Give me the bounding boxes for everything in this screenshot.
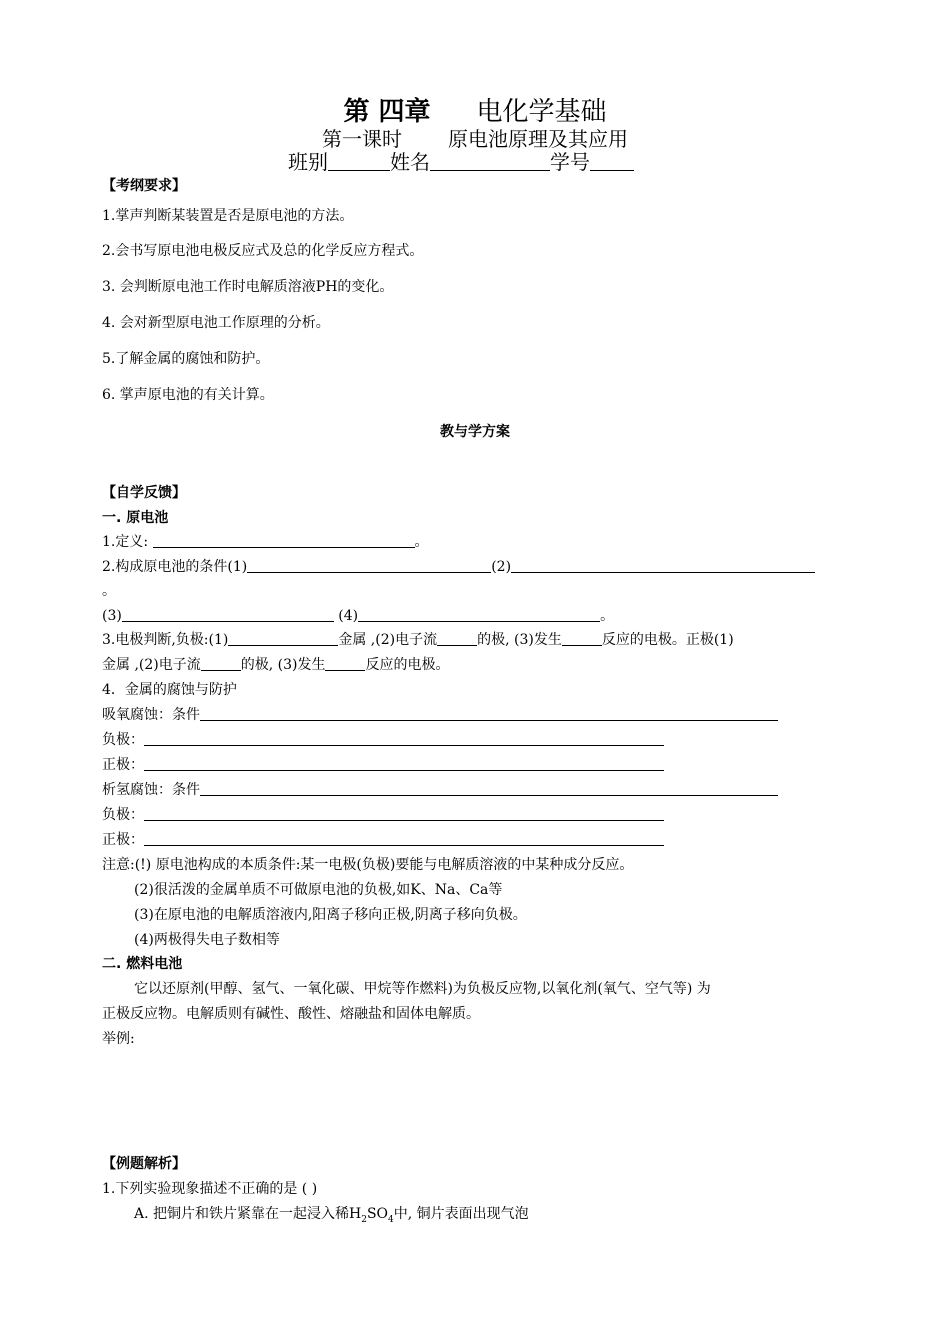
note-3: (3)在原电池的电解质溶液内,阳离子移向正极,阴离子移向负极。: [134, 907, 527, 923]
hydrogen-neg-blank[interactable]: [144, 806, 664, 821]
conditions-end-2: 。: [600, 608, 615, 624]
electrode-judge-line-2: [102, 654, 449, 674]
oxygen-neg-line: [102, 729, 664, 749]
definition-end: 。: [414, 534, 429, 550]
subscript-4: 4: [388, 1214, 394, 1225]
name-blank[interactable]: [430, 156, 550, 171]
syllabus-item-1: 1.掌声判断某装置是否是原电池的方法。: [102, 208, 354, 224]
oxygen-corrosion-line: [102, 704, 778, 724]
section-2-title: 二. 燃料电池: [102, 956, 183, 972]
pos-electron-blank[interactable]: [201, 656, 241, 671]
option-a-text-end: 中, 铜片表面出现气泡: [393, 1206, 529, 1222]
lesson-name: 原电池原理及其应用: [448, 127, 628, 151]
condition-1-blank[interactable]: [247, 558, 491, 573]
student-info-line: [288, 150, 634, 174]
syllabus-item-4: 4. 会对新型原电池工作原理的分析。: [102, 315, 330, 331]
id-label: 学号: [550, 150, 590, 174]
syllabus-heading: 【考纲要求】: [102, 178, 186, 194]
judge-c: 的极, (3)发生: [477, 632, 562, 648]
condition-4-blank[interactable]: [358, 607, 600, 622]
pos-reaction-blank[interactable]: [325, 656, 365, 671]
chapter-title: [0, 96, 950, 128]
fuel-cell-text-2: 正极反应物。电解质则有碱性、酸性、熔融盐和固体电解质。: [102, 1006, 480, 1022]
subscript-2: 2: [361, 1214, 367, 1225]
syllabus-item-6: 6. 掌声原电池的有关计算。: [102, 387, 274, 403]
fuel-cell-text-1: 它以还原剂(甲醇、氢气、一氧化碳、甲烷等作燃料)为负极反应物,以氧化剂(氧气、空气等) 为: [134, 981, 711, 997]
neg-reaction-blank[interactable]: [562, 631, 602, 646]
lesson-number: 第一课时: [322, 127, 402, 151]
hydrogen-condition-blank[interactable]: [200, 781, 778, 796]
option-a-formula: SO: [366, 1206, 389, 1222]
oxygen-pos-blank[interactable]: [144, 756, 664, 771]
judge-b: 金属 ,(2)电子流: [338, 632, 438, 648]
neg-label-2: 负极：: [102, 807, 144, 823]
judge-f: 的极, (3)发生: [240, 657, 326, 673]
feedback-heading: 【自学反馈】: [102, 485, 186, 501]
note-1: 注意:(!) 原电池构成的本质条件:某一电极(负极)要能与电解质溶液的中某种成分反应。: [102, 857, 634, 873]
definition-blank[interactable]: [153, 533, 415, 548]
section-1-title: 一. 原电池: [102, 510, 169, 526]
hydrogen-label: 析氢腐蚀：条件: [102, 782, 200, 798]
note-4: (4)两极得失电子数相等: [134, 932, 280, 948]
question-1: 1.下列实验现象描述不正确的是 ( ): [102, 1181, 318, 1197]
conditions-line-2: [102, 605, 614, 625]
conditions-line: [102, 556, 815, 576]
condition-3-label: (3): [102, 608, 122, 624]
question-1-option-a: [134, 1203, 529, 1225]
option-a-text: A. 把铜片和铁片紧靠在一起浸入稀H: [134, 1206, 362, 1222]
condition-2-blank[interactable]: [511, 558, 815, 573]
judge-d: 反应的电极。正极(1): [601, 632, 734, 648]
pos-label-2: 正极：: [102, 832, 144, 848]
neg-metal-blank[interactable]: [228, 631, 338, 646]
syllabus-item-2: 2.会书写原电池电极反应式及总的化学反应方程式。: [102, 243, 424, 259]
plan-heading: 教与学方案: [440, 424, 510, 440]
name-label: 姓名: [390, 150, 430, 174]
example-label: 举例:: [102, 1031, 135, 1047]
definition-label: 1.定义:: [102, 534, 149, 550]
chapter-name: 电化学基础: [476, 97, 607, 127]
judge-a: 3.电极判断,负极:(1): [102, 632, 229, 648]
judge-g: 反应的电极。: [365, 657, 450, 673]
condition-4-label: (4): [338, 608, 359, 624]
oxygen-pos-line: [102, 754, 664, 774]
note-2: (2)很活泼的金属单质不可做原电池的负极,如K、Na、Ca等: [134, 882, 503, 898]
class-label: 班别: [288, 150, 328, 174]
hydrogen-corrosion-line: [102, 779, 778, 799]
hydrogen-neg-line: [102, 804, 664, 824]
definition-line: [102, 531, 429, 551]
neg-label: 负极：: [102, 732, 144, 748]
chapter-number: 第 四章: [343, 97, 431, 127]
id-blank[interactable]: [590, 156, 634, 171]
pos-label: 正极：: [102, 757, 144, 773]
oxygen-neg-blank[interactable]: [144, 731, 664, 746]
corrosion-title: 4．金属的腐蚀与防护: [102, 682, 237, 698]
syllabus-item-5: 5.了解金属的腐蚀和防护。: [102, 351, 270, 367]
oxygen-condition-blank[interactable]: [200, 706, 778, 721]
conditions-label: 2.构成原电池的条件(1): [102, 559, 248, 575]
syllabus-item-3: 3. 会判断原电池工作时电解质溶液PH的变化。: [102, 279, 394, 295]
neg-electron-blank[interactable]: [437, 631, 477, 646]
condition-2-label: (2): [491, 559, 512, 575]
hydrogen-pos-line: [102, 829, 664, 849]
oxygen-label: 吸氧腐蚀：条件: [102, 707, 200, 723]
condition-3-blank[interactable]: [122, 607, 334, 622]
lesson-title: [0, 127, 950, 151]
conditions-end: 。: [102, 583, 116, 599]
hydrogen-pos-blank[interactable]: [144, 831, 664, 846]
examples-heading: 【例题解析】: [102, 1156, 186, 1172]
class-blank[interactable]: [328, 156, 390, 171]
judge-e: 金属 ,(2)电子流: [102, 657, 201, 673]
electrode-judge-line: [102, 629, 734, 649]
